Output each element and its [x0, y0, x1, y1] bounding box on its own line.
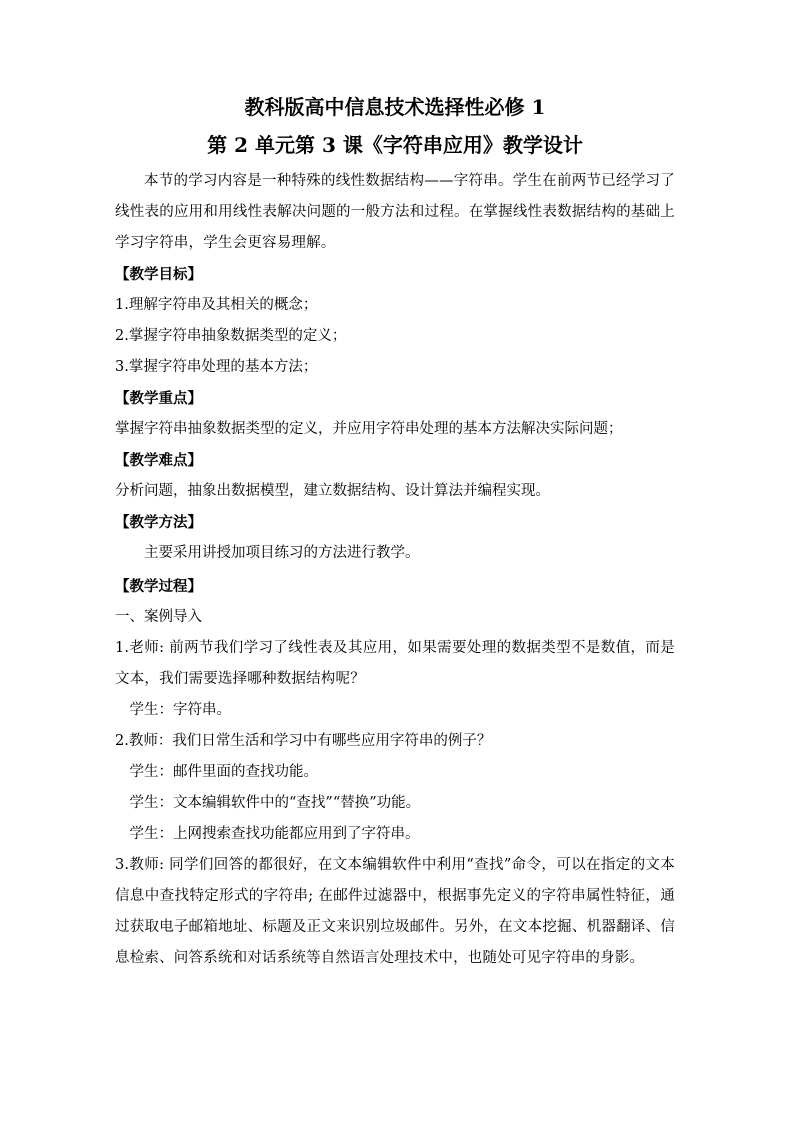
document-title-line1: 教科版高中信息技术选择性必修 1 [244, 95, 546, 119]
objective-item: 3.掌握字符串处理的基本方法； [115, 359, 318, 375]
student-answer: 学生：字符串。 [129, 702, 231, 718]
objectives-heading: 【教学目标】 [115, 266, 202, 283]
question-3: 3.教师: 同学们回答的都很好，在文本编辑软件中利用“查找”命令，可以在指定的文本信息中查找特定形式的字符串; 在邮件过滤器中，根据事先定义的字符串属性特征，通过获取电子邮箱地址、标题及正文来识别垃圾邮件。另外，在文本挖掘、机器翻译、信息检索、问答系统和对话系统等自然语言处理技术中，也随处可见字符串的身影。 [115, 857, 675, 966]
document-title-line2: 第 2 单元第 3 课《字符串应用》教学设计 [207, 133, 583, 157]
question-2: 2.教师：我们日常生活和学习中有哪些应用字符串的例子？ [115, 733, 492, 749]
key-points-text: 掌握字符串抽象数据类型的定义，并应用字符串处理的基本方法解决实际问题； [115, 421, 623, 437]
student-answer: 学生：邮件里面的查找功能。 [129, 764, 318, 780]
method-text: 主要采用讲授加项目练习的方法进行教学。 [144, 545, 420, 561]
section-heading: 一、案例导入 [115, 609, 202, 625]
intro-paragraph: 本节的学习内容是一种特殊的线性数据结构——字符串。学生在前两节已经学习了线性表的应用和用线性表解决问题的一般方法和过程。在掌握线性表数据结构的基础上学习字符串，学生会更容易理解。 [115, 173, 675, 251]
difficulty-text: 分析问题，抽象出数据模型，建立数据结构、设计算法并编程实现。 [115, 483, 550, 499]
objective-item: 2.掌握字符串抽象数据类型的定义； [115, 328, 347, 344]
student-answer: 学生：上网搜索查找功能都应用到了字符串。 [129, 826, 420, 842]
method-heading: 【教学方法】 [115, 514, 202, 531]
key-points-heading: 【教学重点】 [115, 390, 202, 407]
difficulty-heading: 【教学难点】 [115, 452, 202, 469]
student-answer: 学生：文本编辑软件中的“查找”“替换”功能。 [129, 795, 421, 811]
process-heading: 【教学过程】 [115, 578, 202, 595]
objective-item: 1.理解字符串及其相关的概念； [115, 297, 318, 313]
document-page [115, 88, 675, 974]
question-1: 1.老师: 前两节我们学习了线性表及其应用，如果需要处理的数据类型不是数值，而是文本，我们需要选择哪种数据结构呢？ [115, 640, 675, 687]
